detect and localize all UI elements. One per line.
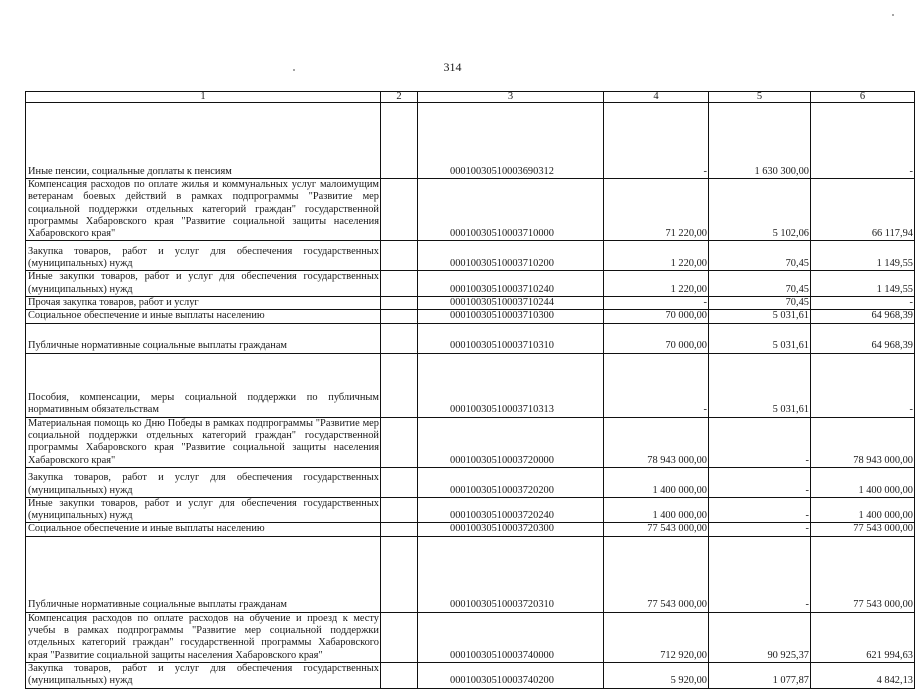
row-remaining-amount: 78 943 000,00 bbox=[811, 417, 915, 467]
table-row bbox=[26, 241, 915, 271]
row-description: Социальное обеспечение и иные выплаты населению bbox=[26, 310, 381, 323]
table-row bbox=[26, 612, 915, 662]
table-row bbox=[26, 353, 915, 417]
table-row bbox=[26, 523, 915, 536]
row-classification-code: 00010030510003690312 bbox=[418, 103, 604, 179]
row-executed-amount: - bbox=[709, 497, 811, 523]
row-executed-amount: 1 077,87 bbox=[709, 662, 811, 688]
table-header-row bbox=[26, 92, 915, 103]
row-col2-cell bbox=[381, 497, 418, 523]
row-executed-amount: - bbox=[709, 467, 811, 497]
row-classification-code: 00010030510003710240 bbox=[418, 271, 604, 297]
table-row bbox=[26, 297, 915, 310]
column-header: 2 bbox=[381, 92, 418, 103]
row-approved-amount: 1 220,00 bbox=[604, 241, 709, 271]
row-approved-amount: 5 920,00 bbox=[604, 662, 709, 688]
row-remaining-amount: 1 400 000,00 bbox=[811, 467, 915, 497]
row-description: Публичные нормативные социальные выплаты гражданам bbox=[26, 536, 381, 612]
row-approved-amount: 70 000,00 bbox=[604, 310, 709, 323]
row-col2-cell bbox=[381, 103, 418, 179]
row-approved-amount: - bbox=[604, 353, 709, 417]
row-approved-amount: 77 543 000,00 bbox=[604, 536, 709, 612]
row-description: Прочая закупка товаров, работ и услуг bbox=[26, 297, 381, 310]
row-classification-code: 00010030510003740000 bbox=[418, 612, 604, 662]
row-executed-amount: 70,45 bbox=[709, 297, 811, 310]
row-executed-amount: - bbox=[709, 523, 811, 536]
row-classification-code: 00010030510003720200 bbox=[418, 467, 604, 497]
column-header: 4 bbox=[604, 92, 709, 103]
row-description: Закупка товаров, работ и услуг для обеспечения государственных (муниципальных) нужд bbox=[26, 467, 381, 497]
row-col2-cell bbox=[381, 297, 418, 310]
row-col2-cell bbox=[381, 323, 418, 353]
row-remaining-amount: - bbox=[811, 103, 915, 179]
row-col2-cell bbox=[381, 536, 418, 612]
row-classification-code: 00010030510003720240 bbox=[418, 497, 604, 523]
row-col2-cell bbox=[381, 310, 418, 323]
table-row bbox=[26, 417, 915, 467]
row-executed-amount: 5 031,61 bbox=[709, 353, 811, 417]
row-col2-cell bbox=[381, 241, 418, 271]
row-remaining-amount: 66 117,94 bbox=[811, 179, 915, 241]
row-classification-code: 00010030510003720310 bbox=[418, 536, 604, 612]
row-approved-amount: 71 220,00 bbox=[604, 179, 709, 241]
row-remaining-amount: - bbox=[811, 353, 915, 417]
row-executed-amount: 70,45 bbox=[709, 271, 811, 297]
row-description: Социальное обеспечение и иные выплаты населению bbox=[26, 523, 381, 536]
row-col2-cell bbox=[381, 612, 418, 662]
table-row bbox=[26, 179, 915, 241]
row-approved-amount: 1 220,00 bbox=[604, 271, 709, 297]
row-executed-amount: 5 031,61 bbox=[709, 323, 811, 353]
row-col2-cell bbox=[381, 179, 418, 241]
budget-table bbox=[25, 91, 915, 689]
scan-speck bbox=[293, 69, 295, 71]
row-classification-code: 00010030510003720300 bbox=[418, 523, 604, 536]
row-remaining-amount: - bbox=[811, 297, 915, 310]
row-description: Закупка товаров, работ и услуг для обеспечения государственных (муниципальных) нужд bbox=[26, 241, 381, 271]
row-description: Иные пенсии, социальные доплаты к пенсиям bbox=[26, 103, 381, 179]
row-classification-code: 00010030510003720000 bbox=[418, 417, 604, 467]
row-approved-amount: - bbox=[604, 103, 709, 179]
row-description: Закупка товаров, работ и услуг для обеспечения государственных (муниципальных) нужд bbox=[26, 662, 381, 688]
row-executed-amount: 90 925,37 bbox=[709, 612, 811, 662]
row-classification-code: 00010030510003710000 bbox=[418, 179, 604, 241]
table-row bbox=[26, 103, 915, 179]
row-description: Компенсация расходов по оплате жилья и коммунальных услуг малоимущим ветеранам боевых действий в рамках подпрограммы "Развитие мер социальной поддержки отдельных категорий граждан" государственной программы Хабаровского края "Развитие социальной защиты населения Хабаровского края" bbox=[26, 179, 381, 241]
row-description: Пособия, компенсации, меры социальной поддержки по публичным нормативным обязательствам bbox=[26, 353, 381, 417]
row-col2-cell bbox=[381, 523, 418, 536]
row-approved-amount: 70 000,00 bbox=[604, 323, 709, 353]
column-header: 5 bbox=[709, 92, 811, 103]
budget-table-body bbox=[26, 92, 915, 689]
row-classification-code: 00010030510003710200 bbox=[418, 241, 604, 271]
row-remaining-amount: 621 994,63 bbox=[811, 612, 915, 662]
row-remaining-amount: 64 968,39 bbox=[811, 323, 915, 353]
row-col2-cell bbox=[381, 467, 418, 497]
table-row bbox=[26, 497, 915, 523]
column-header: 1 bbox=[26, 92, 381, 103]
table-row bbox=[26, 536, 915, 612]
row-remaining-amount: 1 149,55 bbox=[811, 241, 915, 271]
row-classification-code: 00010030510003710244 bbox=[418, 297, 604, 310]
row-approved-amount: 1 400 000,00 bbox=[604, 497, 709, 523]
row-executed-amount: 5 102,06 bbox=[709, 179, 811, 241]
row-executed-amount: 70,45 bbox=[709, 241, 811, 271]
row-remaining-amount: 77 543 000,00 bbox=[811, 536, 915, 612]
table-row bbox=[26, 271, 915, 297]
row-approved-amount: 78 943 000,00 bbox=[604, 417, 709, 467]
column-header: 6 bbox=[811, 92, 915, 103]
row-description: Публичные нормативные социальные выплаты гражданам bbox=[26, 323, 381, 353]
row-remaining-amount: 1 400 000,00 bbox=[811, 497, 915, 523]
table-row bbox=[26, 310, 915, 323]
row-col2-cell bbox=[381, 271, 418, 297]
row-classification-code: 00010030510003740200 bbox=[418, 662, 604, 688]
row-approved-amount: 77 543 000,00 bbox=[604, 523, 709, 536]
row-executed-amount: 1 630 300,00 bbox=[709, 103, 811, 179]
row-remaining-amount: 64 968,39 bbox=[811, 310, 915, 323]
row-approved-amount: - bbox=[604, 297, 709, 310]
row-approved-amount: 1 400 000,00 bbox=[604, 467, 709, 497]
row-col2-cell bbox=[381, 662, 418, 688]
row-classification-code: 00010030510003710300 bbox=[418, 310, 604, 323]
row-remaining-amount: 4 842,13 bbox=[811, 662, 915, 688]
row-col2-cell bbox=[381, 353, 418, 417]
row-classification-code: 00010030510003710310 bbox=[418, 323, 604, 353]
row-remaining-amount: 77 543 000,00 bbox=[811, 523, 915, 536]
row-description: Компенсация расходов по оплате расходов на обучение и проезд к месту учебы в рамках подпрограммы "Развитие мер социальной поддержки отдельных категорий граждан" государственной программы Хабаровского края "Развитие социальной защиты населения Хабаровского края" bbox=[26, 612, 381, 662]
table-row bbox=[26, 662, 915, 688]
table-row bbox=[26, 323, 915, 353]
row-classification-code: 00010030510003710313 bbox=[418, 353, 604, 417]
row-approved-amount: 712 920,00 bbox=[604, 612, 709, 662]
row-description: Материальная помощь ко Дню Победы в рамках подпрограммы "Развитие мер социальной поддержки отдельных категорий граждан" государственной программы Хабаровского края "Развитие социальной защиты населения Хабаровского края" bbox=[26, 417, 381, 467]
row-executed-amount: - bbox=[709, 536, 811, 612]
page-number: 314 bbox=[443, 60, 462, 74]
row-description: Иные закупки товаров, работ и услуг для обеспечения государственных (муниципальных) нужд bbox=[26, 271, 381, 297]
row-executed-amount: 5 031,61 bbox=[709, 310, 811, 323]
scan-speck bbox=[892, 14, 894, 16]
row-executed-amount: - bbox=[709, 417, 811, 467]
row-remaining-amount: 1 149,55 bbox=[811, 271, 915, 297]
table-row bbox=[26, 467, 915, 497]
row-col2-cell bbox=[381, 417, 418, 467]
row-description: Иные закупки товаров, работ и услуг для обеспечения государственных (муниципальных) нужд bbox=[26, 497, 381, 523]
column-header: 3 bbox=[418, 92, 604, 103]
